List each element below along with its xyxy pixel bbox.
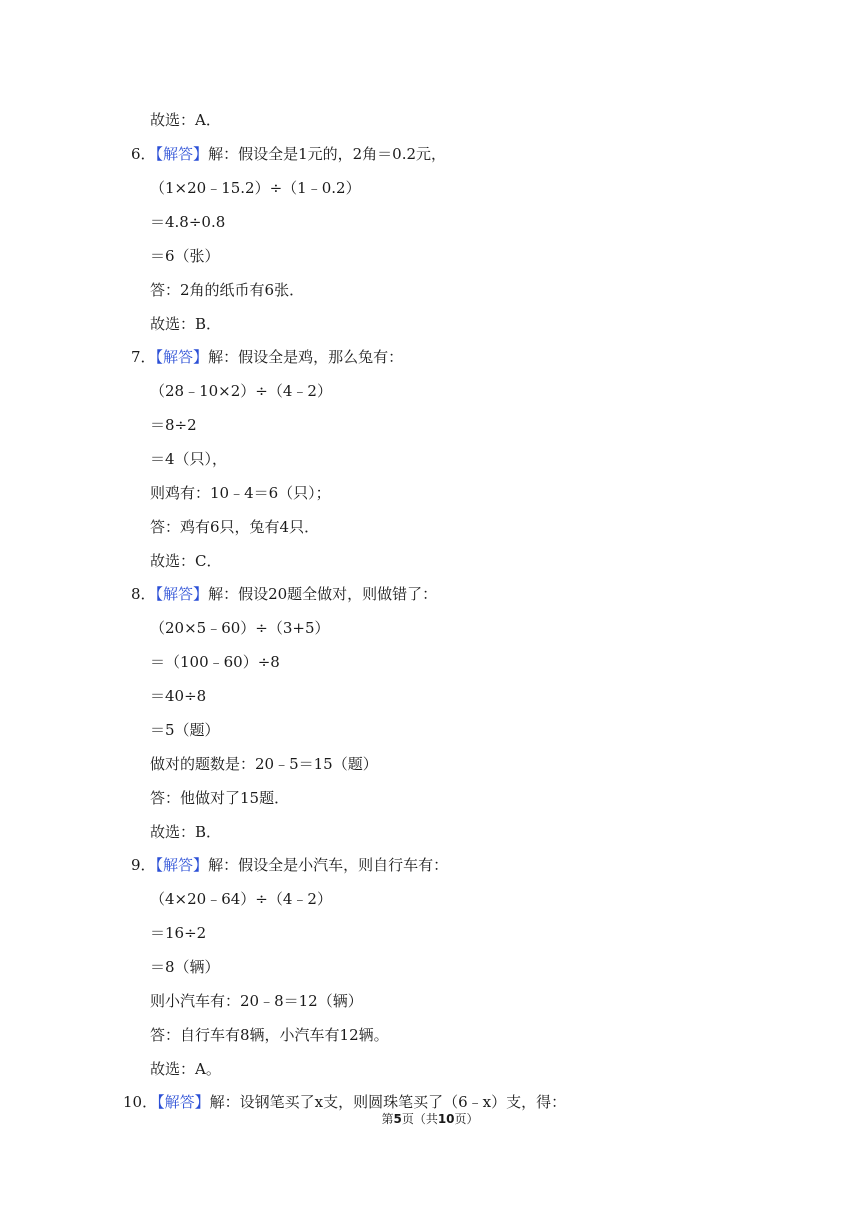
text-line: 故选：B． xyxy=(150,823,222,841)
text-line: ＝6（张） xyxy=(150,247,220,265)
text-line: 答：他做对了15题． xyxy=(150,789,290,807)
text-line: ＝4（只）， xyxy=(150,450,228,468)
answer-tag: 【解答】 xyxy=(155,856,209,874)
question-8-heading xyxy=(131,584,437,604)
question-number: 6． xyxy=(131,145,156,163)
footer-suffix: 页） xyxy=(454,1112,479,1126)
footer-middle: 页（共 xyxy=(401,1112,438,1126)
text-line: （4×20﹣64）÷（4﹣2） xyxy=(150,890,332,908)
text-line: 答：鸡有6只，兔有4只． xyxy=(150,518,320,536)
text-line: 做对的题数是：20﹣5＝15（题） xyxy=(150,755,378,773)
footer-total-pages: 10 xyxy=(437,1112,455,1126)
footer-page-number: 5 xyxy=(393,1112,402,1126)
question-number: 10． xyxy=(123,1093,158,1111)
question-number: 7． xyxy=(131,348,156,366)
text-line: 解：假设全是小汽车，则自行车有： xyxy=(208,856,449,874)
text-line: ＝5（题） xyxy=(150,721,220,739)
page-footer xyxy=(0,1111,860,1127)
question-9-heading xyxy=(131,855,448,875)
text-line: （1×20﹣15.2）÷（1﹣0.2） xyxy=(150,179,361,197)
text-line: （20×5﹣60）÷（3+5） xyxy=(150,619,330,637)
text-line: 答：自行车有8辆，小汽车有12辆。 xyxy=(150,1026,389,1044)
question-6-heading xyxy=(131,144,446,164)
text-line: 则鸡有：10﹣4＝6（只）； xyxy=(150,484,331,502)
text-line: 故选：A． xyxy=(150,111,221,129)
text-line: 故选：A。 xyxy=(150,1060,221,1078)
answer-tag: 【解答】 xyxy=(155,145,209,163)
text-line: 解：假设全是1元的，2角＝0.2元， xyxy=(208,145,447,163)
question-10-heading xyxy=(123,1092,566,1112)
answer-tag: 【解答】 xyxy=(157,1093,210,1111)
text-line: ＝（100﹣60）÷8 xyxy=(150,653,280,671)
text-line: 解：假设20题全做对，则做错了： xyxy=(208,585,438,603)
text-line: 解：设钢笔买了x支，则圆珠笔买了（6﹣x）支，得： xyxy=(209,1093,567,1111)
question-number: 8． xyxy=(131,585,156,603)
question-7-heading xyxy=(131,347,403,367)
text-line: 解：假设全是鸡，那么兔有： xyxy=(208,348,404,366)
text-line: ＝4.8÷0.8 xyxy=(150,213,226,231)
text-line: 故选：B． xyxy=(150,315,222,333)
text-line: （28﹣10×2）÷（4﹣2） xyxy=(150,382,332,400)
question-number: 9． xyxy=(131,856,156,874)
text-line: ＝8（辆） xyxy=(150,958,220,976)
text-line: ＝16÷2 xyxy=(150,924,207,942)
text-line: 答：2角的纸币有6张． xyxy=(150,281,305,299)
answer-tag: 【解答】 xyxy=(155,348,209,366)
text-line: 则小汽车有：20﹣8＝12（辆） xyxy=(150,992,363,1010)
text-line: ＝40÷8 xyxy=(150,687,207,705)
text-line: ＝8÷2 xyxy=(150,416,197,434)
text-line: 故选：C． xyxy=(150,552,222,570)
footer-prefix: 第 xyxy=(381,1112,394,1126)
answer-tag: 【解答】 xyxy=(155,585,209,603)
